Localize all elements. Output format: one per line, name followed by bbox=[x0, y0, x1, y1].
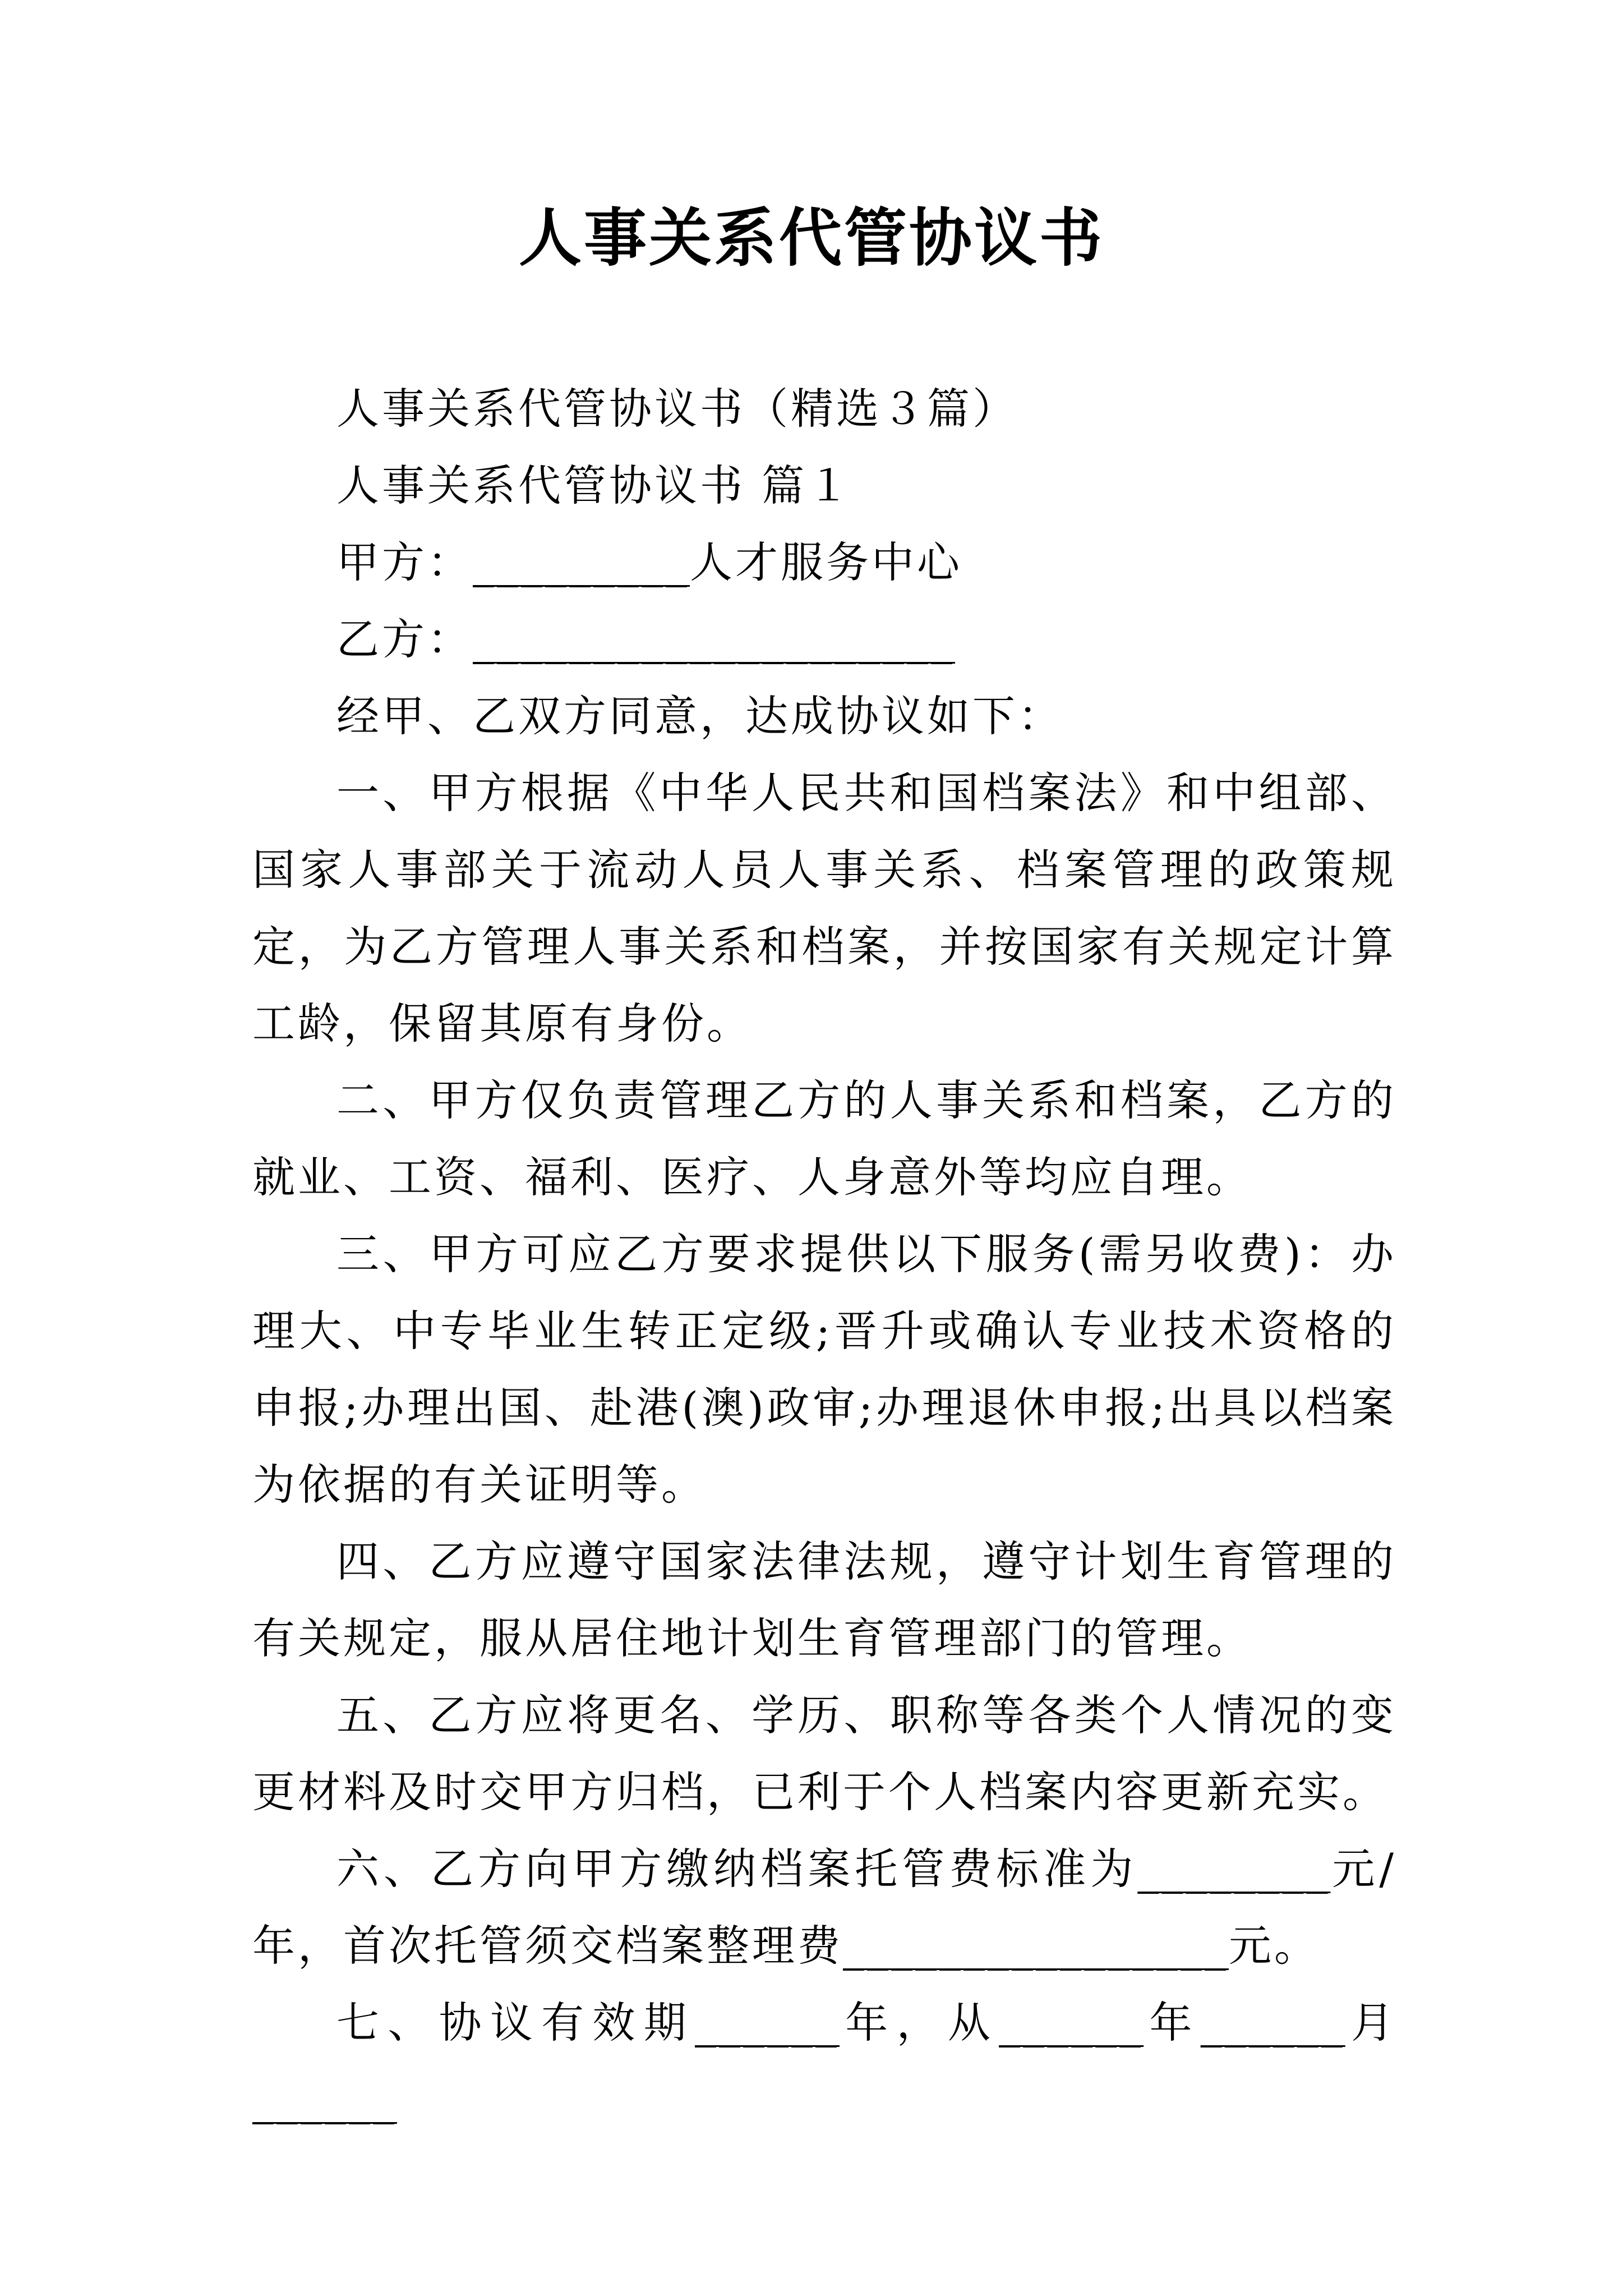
paragraph-clause-5: 五、乙方应将更名、学历、职称等各类个人情况的变更材料及时交甲方归档，已利于个人档案内容更新充实。 bbox=[252, 1690, 1396, 1817]
paragraph-clause-4: 四、乙方应遵守国家法律法规，遵守计划生育管理的有关规定，服从居住地计划生育管理部门的管理。 bbox=[252, 1536, 1396, 1663]
paragraph-section-heading: 人事关系代管协议书 篇１ bbox=[336, 461, 853, 510]
clause-6-text-1: 六、乙方向甲方缴纳档案托管费标准为 bbox=[336, 1844, 1138, 1894]
paragraph-clause-3: 三、甲方可应乙方要求提供以下服务(需另收费)：办理大、中专毕业生转正定级;晋升或确认专业技术资格的申报;办理出国、赴港(澳)政审;办理退休申报;出具以档案为依据的有关证明等。 bbox=[252, 1229, 1396, 1510]
clause-7-text-3: 年 bbox=[1144, 1998, 1201, 2047]
party-b-blank: ____________________ bbox=[473, 614, 955, 664]
paragraph-clause-1: 一、甲方根据《中华人民共和国档案法》和中组部、国家人事部关于流动人员人事关系、档案管理的政策规定，为乙方管理人事关系和档案，并按国家有关规定计算工龄，保留其原有身份。 bbox=[252, 768, 1396, 1048]
clause-6-text-2: 元/年，首次托管须交档案整理费 bbox=[252, 1844, 1397, 1971]
clause-7-text-2: 年，从 bbox=[840, 1998, 999, 2047]
paragraph-party-b bbox=[252, 601, 1396, 678]
clause-7-blank-2: ______ bbox=[999, 1998, 1144, 2047]
document-title: 人事关系代管协议书 bbox=[519, 201, 1104, 275]
paragraph-party-a bbox=[252, 524, 1396, 601]
clause-7-text-1: 七、协议有效期 bbox=[336, 1998, 695, 2047]
clause-7-text-4: 月 bbox=[1345, 1998, 1397, 2047]
paragraph-clause-2: 二、甲方仅负责管理乙方的人事关系和档案，乙方的就业、工资、福利、医疗、人身意外等均应自理。 bbox=[252, 1075, 1396, 1202]
paragraph-subtitle: 人事关系代管协议书（精选３篇） bbox=[336, 384, 1018, 434]
party-a-suffix: 人才服务中心 bbox=[690, 537, 962, 587]
party-a-label: 甲方： bbox=[336, 537, 473, 587]
clause-7-blank-3: ______ bbox=[1200, 1998, 1345, 2047]
paragraph-clause-7 bbox=[252, 1984, 1396, 2138]
clause-6-text-3: 元。 bbox=[1229, 1921, 1320, 1971]
paragraph-clause-6 bbox=[252, 1830, 1396, 1984]
paragraph-agreement-intro: 经甲、乙双方同意，达成协议如下： bbox=[336, 691, 1063, 741]
clause-6-blank-2: ________________ bbox=[843, 1921, 1229, 1971]
document-body bbox=[252, 370, 1396, 2138]
clause-6-blank-1: ________ bbox=[1137, 1844, 1331, 1894]
party-b-label: 乙方： bbox=[336, 614, 473, 664]
clause-7-blank-4: ______ bbox=[252, 2074, 397, 2124]
clause-7-blank-1: ______ bbox=[695, 1998, 840, 2047]
party-a-blank: _________ bbox=[473, 537, 690, 587]
